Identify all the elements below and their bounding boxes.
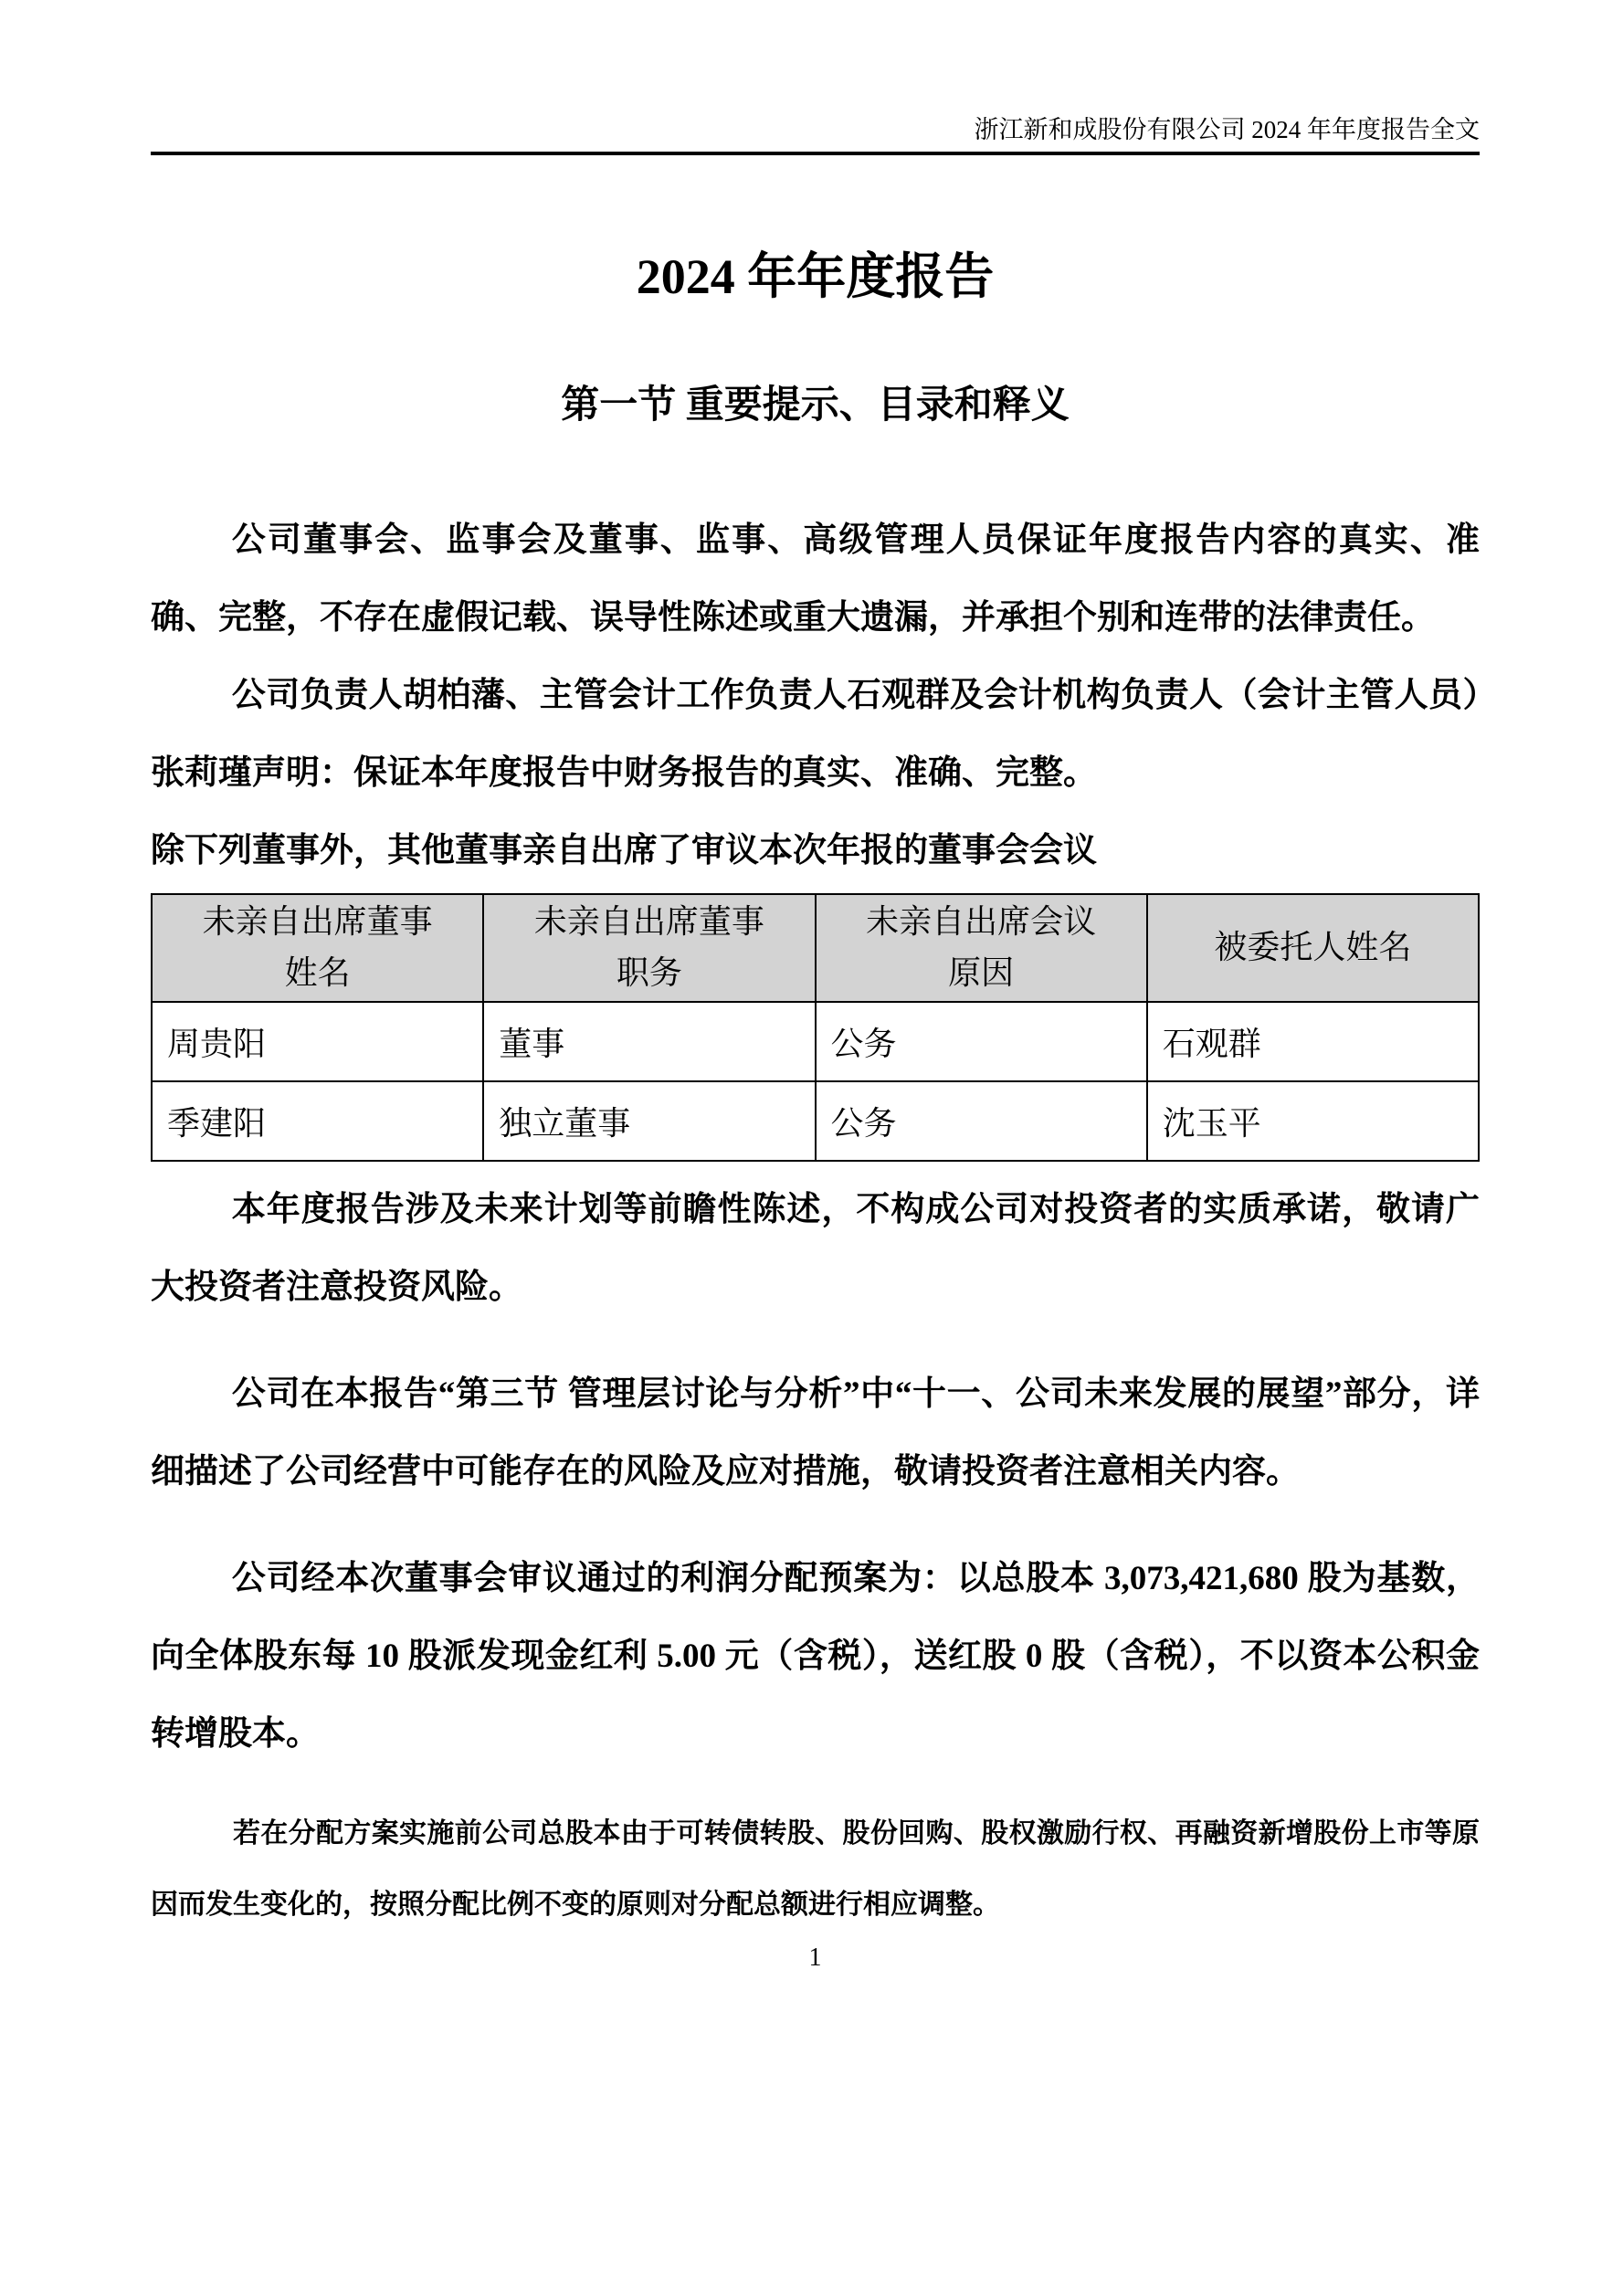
- paragraph-board-commitment: 公司董事会、监事会及董事、监事、高级管理人员保证年度报告内容的真实、准确、完整，不存在虚假记载、误导性陈述或重大遗漏，并承担个别和连带的法律责任。: [151, 521, 1480, 637]
- table-body: [152, 1002, 1479, 1161]
- table-cell: 季建阳: [152, 1081, 483, 1161]
- table-cell: 独立董事: [483, 1081, 815, 1161]
- paragraph-adjustment-note: 若在分配方案实施前公司总股本由于可转债转股、股份回购、股权激励行权、再融资新增股份上市等原因而发生变化的，按照分配比例不变的原则对分配总额进行相应调整。: [151, 1817, 1480, 1920]
- header-title: 浙江新和成股份有限公司 2024 年年度报告全文: [974, 116, 1480, 143]
- section-title: 第一节 重要提示、目录和释义: [561, 384, 1070, 427]
- table-header-cell: 被委托人姓名: [1147, 894, 1479, 1002]
- table-header-cell: 未亲自出席董事职务: [483, 894, 815, 1002]
- table-header-cell: 未亲自出席会议原因: [816, 894, 1147, 1002]
- document-title: 2024 年年度报告: [636, 249, 995, 305]
- paragraph-attendance-note: 除下列董事外，其他董事亲自出席了审议本次年报的董事会会议: [151, 831, 1097, 869]
- table-head: [152, 894, 1479, 1002]
- table-row: [152, 1002, 1479, 1081]
- paragraph-risk-reference: 公司在本报告“第三节 管理层讨论与分析”中“十一、公司未来发展的展望”部分，详细描述了公司经营中可能存在的风险及应对措施，敬请投资者注意相关内容。: [151, 1374, 1480, 1490]
- absent-directors-table: [151, 893, 1480, 1162]
- table-cell: 公务: [816, 1081, 1147, 1161]
- table-cell: 沈玉平: [1147, 1081, 1479, 1161]
- page-header: [151, 0, 1480, 144]
- header-rule: [151, 152, 1480, 155]
- table-header-row: [152, 894, 1479, 1002]
- paragraph-forward-looking: 本年度报告涉及未来计划等前瞻性陈述，不构成公司对投资者的实质承诺，敬请广大投资者注意投资风险。: [151, 1190, 1480, 1306]
- table-header-cell: 未亲自出席董事姓名: [152, 894, 483, 1002]
- table-cell: 董事: [483, 1002, 815, 1081]
- table-cell: 周贵阳: [152, 1002, 483, 1081]
- table-cell: 石观群: [1147, 1002, 1479, 1081]
- paragraph-dividend-plan: 公司经本次董事会审议通过的利润分配预案为：以总股本 3,073,421,680 股为基数，向全体股东每 10 股派发现金红利 5.00 元（含税），送红股 0 股（含税），不以资本公积金转增股本。: [151, 1559, 1480, 1753]
- page-number: 1: [808, 1943, 822, 1972]
- table-cell: 公务: [816, 1002, 1147, 1081]
- paragraph-financial-declaration: 公司负责人胡柏藩、主管会计工作负责人石观群及会计机构负责人（会计主管人员）张莉瑾声明：保证本年度报告中财务报告的真实、准确、完整。: [151, 676, 1480, 792]
- table-row: [152, 1081, 1479, 1161]
